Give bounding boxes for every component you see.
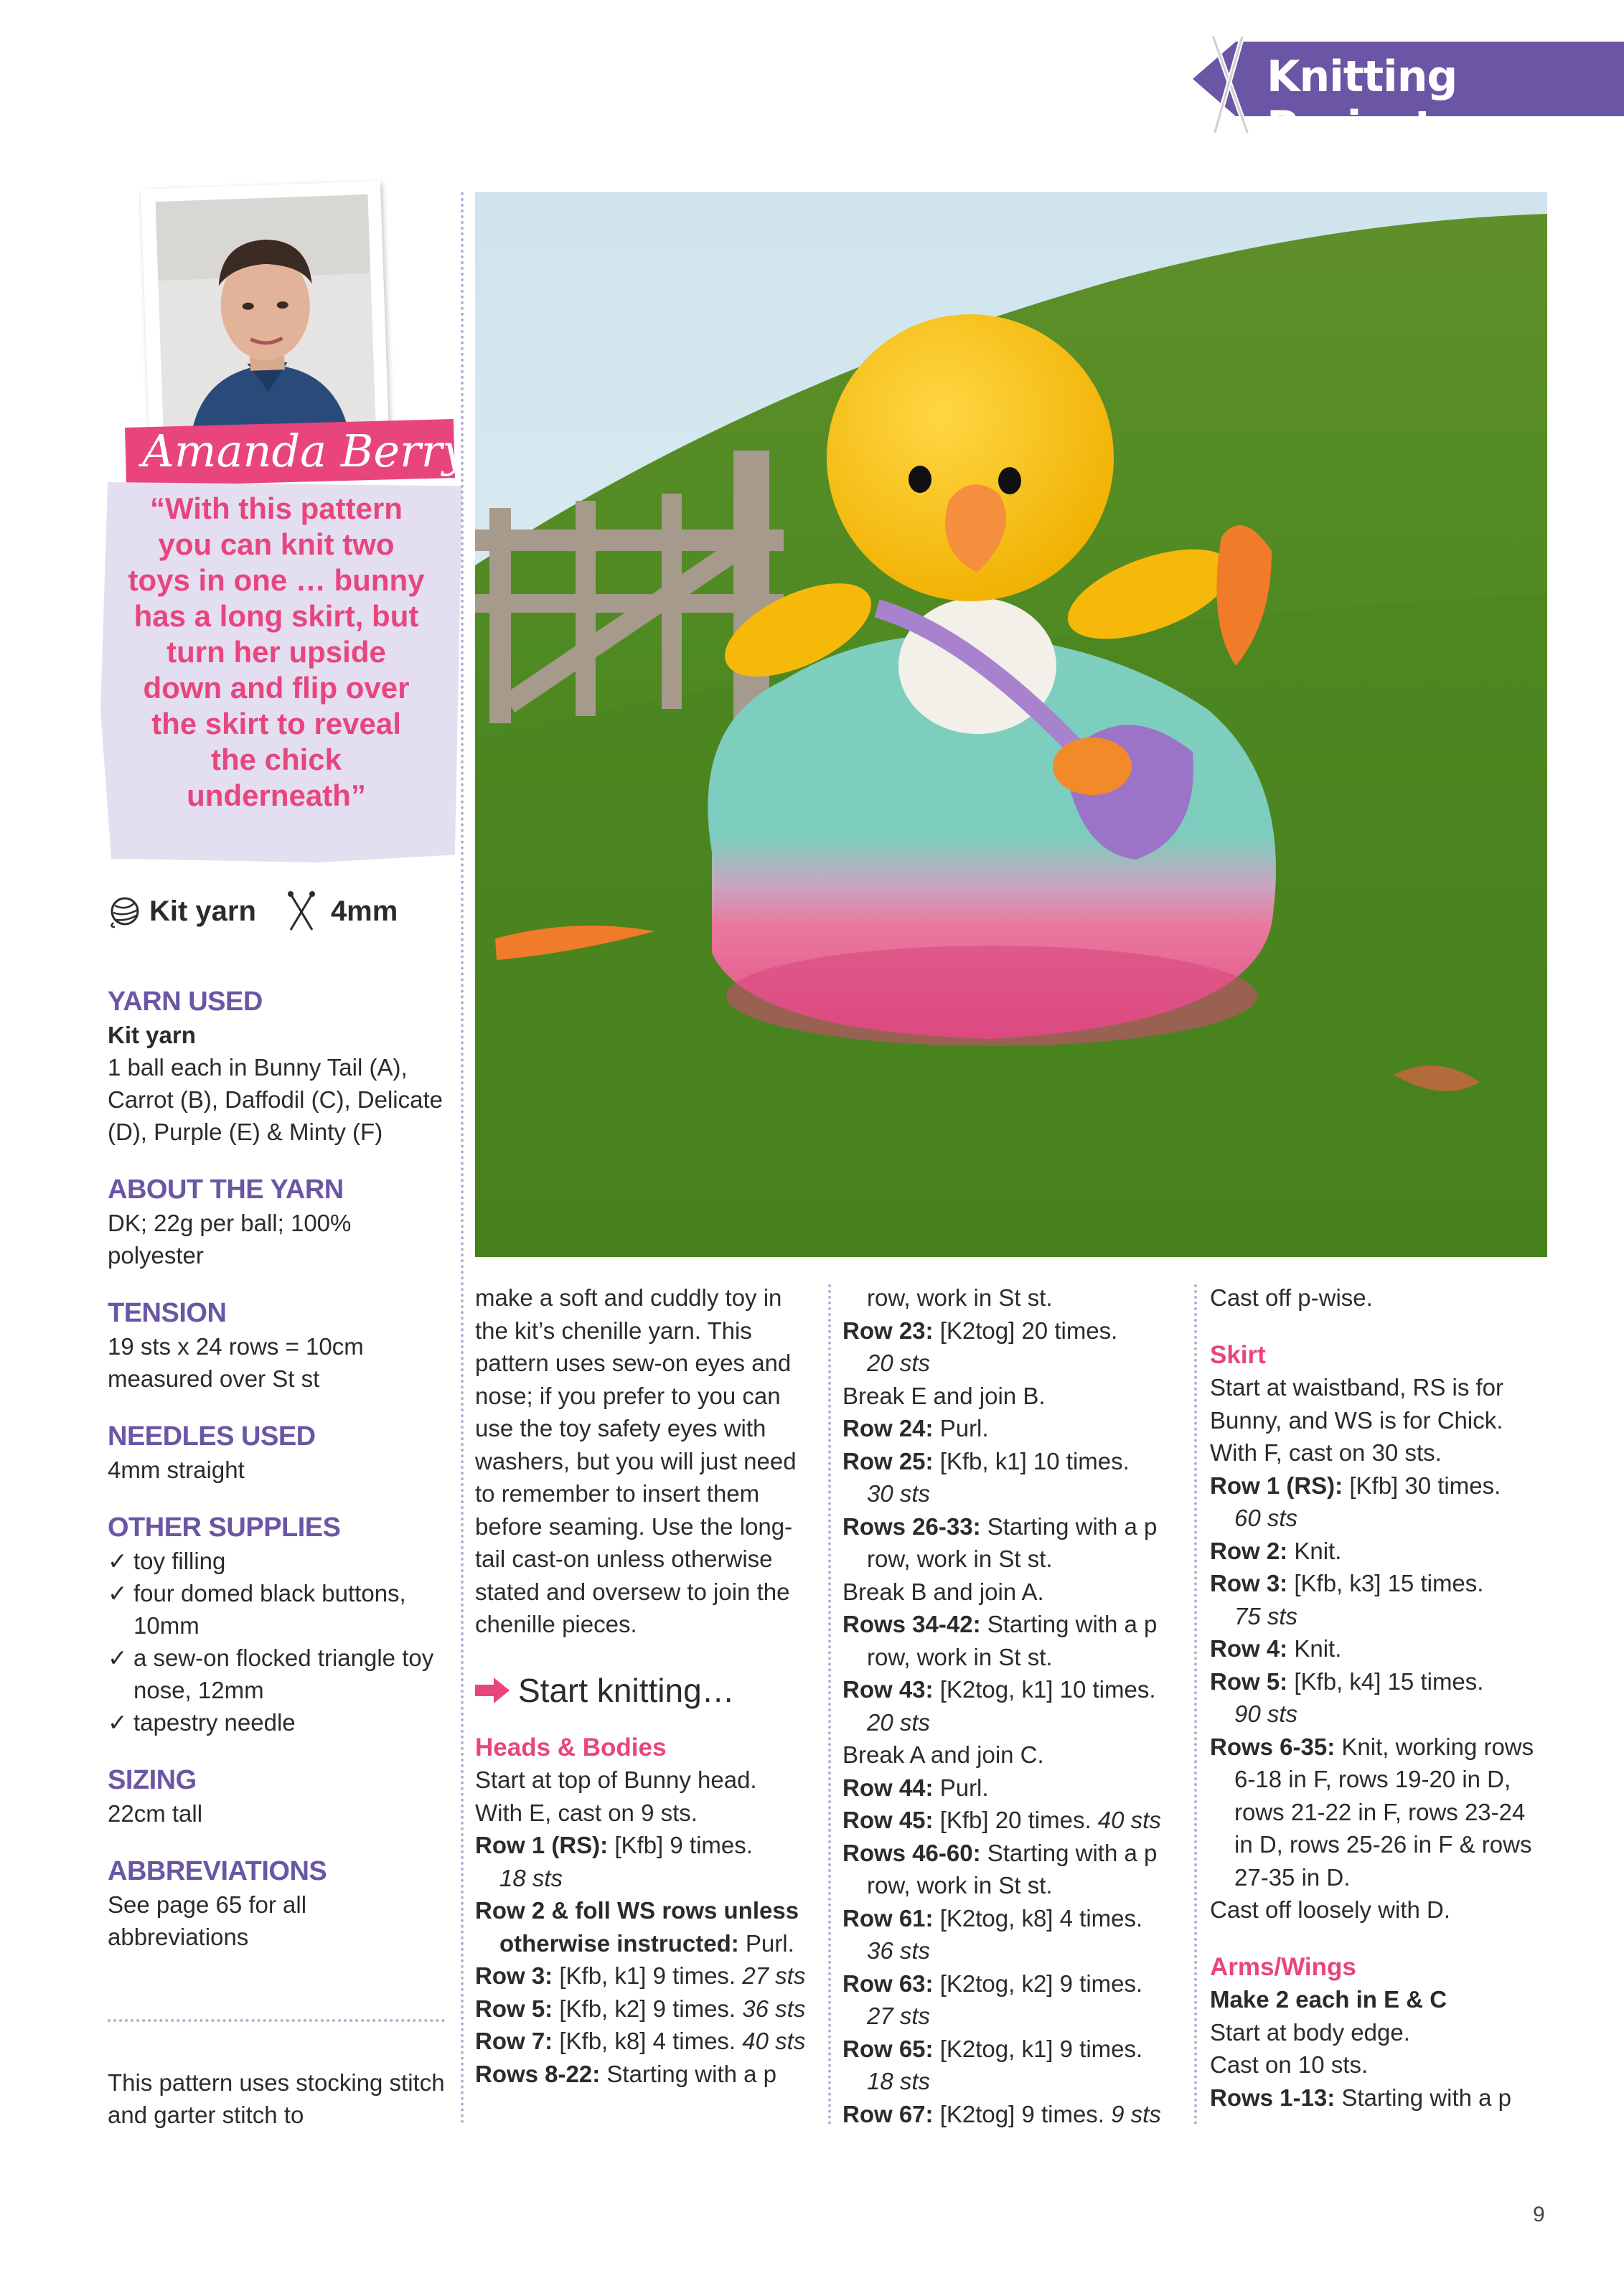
yarn-used-kit: Kit yarn	[108, 1022, 196, 1048]
abbreviations-section	[108, 1854, 452, 1953]
stitch-count: 27 sts	[867, 2003, 931, 2029]
stitch-count: 20 sts	[867, 1350, 931, 1376]
column-divider	[828, 1284, 831, 2125]
instruction-line: Start at top of Bunny head.	[475, 1766, 757, 1793]
other-supplies-section	[108, 1510, 452, 1739]
instruction-line: Start at body edge.	[1210, 2018, 1410, 2046]
kit-needle-label: 4mm	[330, 895, 398, 927]
row-instruction: Row 2 & foll WS rows unless otherwise instructed: Purl.	[475, 1897, 799, 1957]
row-instruction: Row 61: [K2tog, k8] 4 times.	[842, 1904, 1143, 1932]
column-divider	[1194, 1284, 1197, 2125]
toy-photo	[475, 192, 1547, 1257]
about-yarn-section	[108, 1172, 452, 1271]
yarn-used-heading: YARN USED	[108, 987, 263, 1017]
instruction-line: With F, cast on 30 sts.	[1210, 1439, 1442, 1466]
needles-icon	[281, 891, 324, 931]
row-instruction: Row 67: [K2tog] 9 times. 9 sts	[842, 2100, 1161, 2127]
instruction-line: Break A and join C.	[842, 1741, 1044, 1768]
instructions-column-3	[1210, 1281, 1547, 2114]
supply-item: ✓ toy filling	[108, 1545, 452, 1577]
start-knitting-heading	[475, 1670, 812, 1711]
knitting-needles-icon	[1197, 24, 1262, 139]
yarn-ball-icon	[108, 894, 142, 928]
intro-continued: make a soft and cuddly toy in the kit’s chenille yarn. This pattern uses sew-on eyes and nose; if you prefer to you can use the toy safety eyes with washers, but you will just need to remember to insert them before seaming. Use the long-tail cast-on unless otherwise stated and oversew to join the chenille pieces.	[475, 1284, 797, 1637]
stitch-count: 60 sts	[1234, 1505, 1298, 1531]
row-instruction: Row 65: [K2tog, k1] 9 times.	[842, 2035, 1143, 2062]
instruction-line: Cast off loosely with D.	[1210, 1896, 1451, 1923]
abbreviations-text: See page 65 for all abbreviations	[108, 1891, 307, 1950]
supplies-list	[108, 1545, 452, 1739]
about-yarn-heading: ABOUT THE YARN	[108, 1175, 344, 1205]
row-instruction: Row 23: [K2tog] 20 times.	[842, 1317, 1118, 1344]
stitch-count: 30 sts	[867, 1480, 931, 1507]
instruction-line: row, work in St st.	[867, 1284, 1053, 1311]
instruction-line: Cast off p-wise.	[1210, 1284, 1373, 1311]
yarn-used-section	[108, 984, 452, 1148]
row-instruction: Row 25: [Kfb, k1] 10 times.	[842, 1447, 1130, 1474]
row-instruction: Rows 26-33: Starting with a p row, work in St st.	[842, 1512, 1158, 1572]
designer-photo	[156, 194, 376, 431]
tension-text: 19 sts x 24 rows = 10cm measured over St st	[108, 1333, 364, 1392]
sizing-section	[108, 1763, 452, 1830]
instructions-column-1	[475, 1281, 812, 2090]
row-instruction: Row 24: Purl.	[842, 1415, 989, 1441]
abbreviations-heading: ABBREVIATIONS	[108, 1856, 327, 1886]
sizing-heading: SIZING	[108, 1765, 197, 1795]
row-instruction: Row 7: [Kfb, k8] 4 times. 40 sts	[475, 2028, 806, 2054]
instruction-line: Break E and join B.	[842, 1382, 1046, 1409]
row-instruction: Row 2: Knit.	[1210, 1537, 1342, 1564]
row-instruction: Row 4: Knit.	[1210, 1635, 1342, 1662]
instruction-line: Break B and join A.	[842, 1578, 1044, 1605]
stitch-count: 90 sts	[1234, 1700, 1298, 1727]
row-instruction: Row 5: [Kfb, k4] 15 times.	[1210, 1667, 1484, 1695]
stitch-count: 20 sts	[867, 1708, 931, 1736]
kit-info	[108, 890, 398, 933]
stitch-count: 75 sts	[1234, 1602, 1298, 1629]
instructions-column-2	[842, 1281, 1180, 2130]
row-instruction: Rows 6-35: Knit, working rows 6-18 in F, rows 19-20 in D, rows 21-22 in F, rows 23-24 in D, rows 25-26 in F & rows 27-35 in D.	[1210, 1733, 1534, 1891]
instruction-line: With E, cast on 9 sts.	[475, 1799, 698, 1826]
about-yarn-text: DK; 22g per ball; 100% polyester	[108, 1210, 352, 1269]
row-instruction: Row 3: [Kfb, k3] 15 times.	[1210, 1570, 1484, 1596]
pattern-info-column	[108, 984, 452, 1977]
stitch-count: 18 sts	[499, 1864, 563, 1891]
other-supplies-heading: OTHER SUPPLIES	[108, 1512, 341, 1543]
row-instruction: Rows 8-22: Starting with a p	[475, 2060, 777, 2087]
row-instruction: Rows 34-42: Starting with a p row, work in St st.	[842, 1611, 1158, 1670]
page-number: 9	[1533, 2203, 1545, 2226]
intro-text: This pattern uses stocking stitch and garter stitch to	[108, 2069, 445, 2128]
row-instruction: Row 5: [Kfb, k2] 9 times. 36 sts	[475, 1995, 806, 2022]
yarn-used-text: 1 ball each in Bunny Tail (A), Carrot (B), Daffodil (C), Delicate (D), Purple (E) & Minty (F)	[108, 1054, 443, 1145]
designer-quote: “With this pattern you can knit two toys in one … bunny has a long skirt, but turn her upside down and flip over the skirt to reveal the chick underneath”	[128, 491, 425, 812]
row-instruction: Rows 46-60: Starting with a p row, work in St st.	[842, 1839, 1158, 1899]
start-knitting-text: Start knitting…	[518, 1671, 735, 1709]
row-instruction: Row 45: [Kfb] 20 times. 40 sts	[842, 1807, 1161, 1833]
row-instruction: Row 3: [Kfb, k1] 9 times. 27 sts	[475, 1962, 806, 1989]
stitch-count: 36 sts	[867, 1937, 931, 1964]
row-instruction: Row 44: Purl.	[842, 1774, 989, 1801]
row-instruction: Row 63: [K2tog, k2] 9 times.	[842, 1970, 1143, 1997]
instruction-line: Cast on 10 sts.	[1210, 2051, 1369, 2078]
row-instruction: Row 1 (RS): [Kfb] 30 times.	[1210, 1472, 1501, 1499]
instruction-line: Start at waistband, RS is for Bunny, and WS is for Chick.	[1210, 1374, 1504, 1434]
supply-item: ✓ four domed black buttons, 10mm	[108, 1577, 452, 1642]
supply-item: ✓ tapestry needle	[108, 1706, 452, 1739]
column-divider	[461, 192, 464, 2125]
needles-used-text: 4mm straight	[108, 1457, 245, 1483]
divider	[108, 2019, 445, 2022]
arms-wings-heading: Arms/Wings	[1210, 1952, 1356, 1981]
row-instruction: Row 1 (RS): [Kfb] 9 times.	[475, 1832, 753, 1858]
needles-used-section	[108, 1419, 452, 1486]
stitch-count: 18 sts	[867, 2068, 931, 2094]
supply-item: ✓ a sew-on flocked triangle toy nose, 12mm	[108, 1642, 452, 1706]
page-header-title: Knitting Project	[1267, 52, 1458, 152]
designer-name: Amanda Berry	[142, 425, 468, 477]
needles-used-heading: NEEDLES USED	[108, 1421, 316, 1452]
heads-bodies-heading: Heads & Bodies	[475, 1733, 667, 1761]
skirt-heading: Skirt	[1210, 1340, 1266, 1369]
kit-yarn-label: Kit yarn	[149, 895, 256, 927]
row-instruction: Row 43: [K2tog, k1] 10 times.	[842, 1676, 1156, 1703]
instruction-line: Make 2 each in E & C	[1210, 1986, 1447, 2013]
row-instruction: Rows 1-13: Starting with a p	[1210, 2084, 1512, 2111]
designer-photo-frame	[141, 181, 389, 441]
tension-heading: TENSION	[108, 1298, 227, 1328]
arrow-right-icon	[475, 1676, 511, 1705]
tension-section	[108, 1296, 452, 1395]
sizing-text: 22cm tall	[108, 1800, 203, 1827]
